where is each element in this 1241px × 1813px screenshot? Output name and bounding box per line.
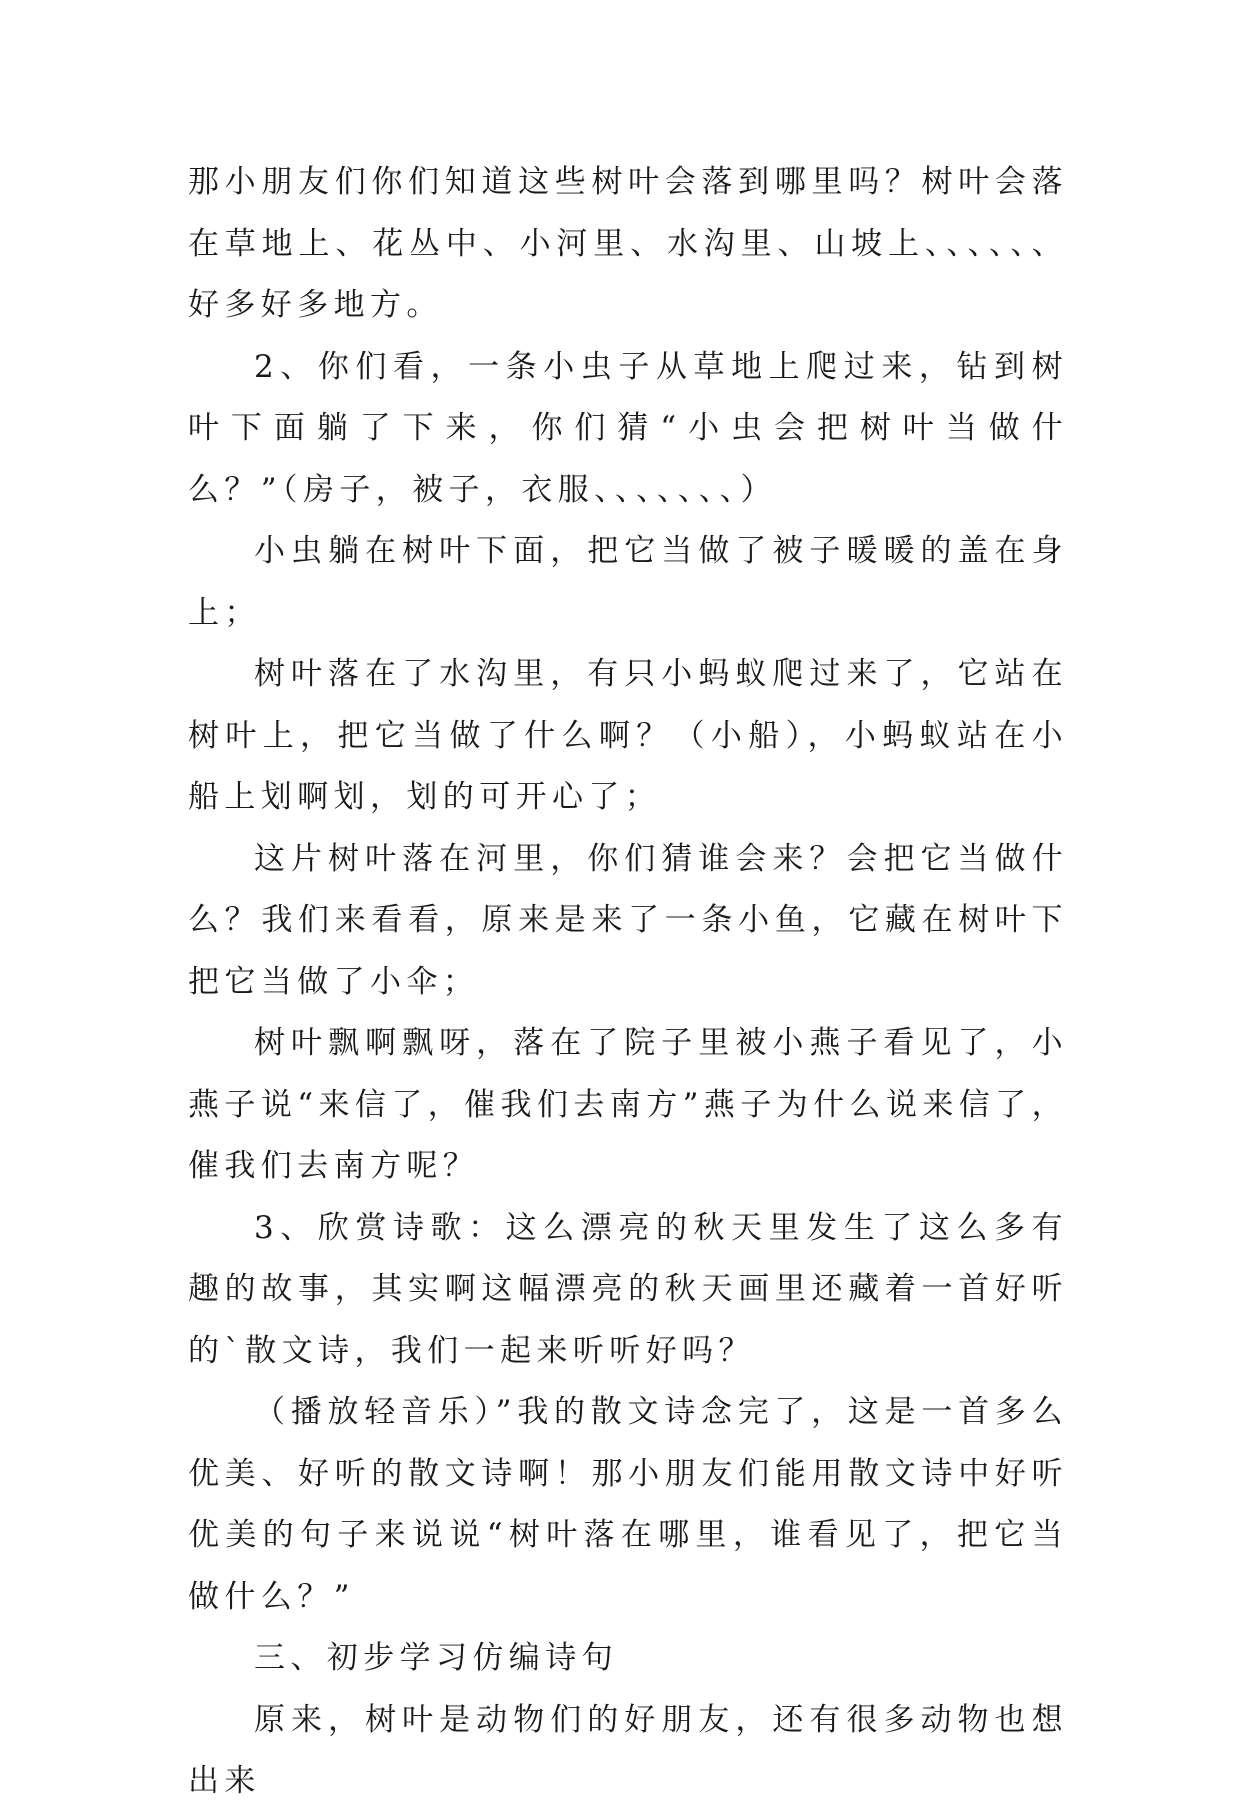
paragraph-10: 原来，树叶是动物们的好朋友，还有很多动物也想出来: [188, 1701, 1068, 1799]
paragraph-5: 这片树叶落在河里，你们猜谁会来？会把它当做什么？我们来看看，原来是来了一条小鱼，它藏在树叶下把它当做了小伞；: [188, 840, 1068, 1000]
paragraph-7: 3、欣赏诗歌：这么漂亮的秋天里发生了这么多有趣的故事，其实啊这幅漂亮的秋天画里还藏着一首好听的`散文诗，我们一起来听听好吗？: [188, 1209, 1068, 1369]
paragraph-8: （播放轻音乐）”我的散文诗念完了，这是一首多么优美、好听的散文诗啊！那小朋友们能用散文诗中好听优美的句子来说说“树叶落在哪里，谁看见了，把它当做什么？”: [188, 1394, 1068, 1615]
body-text: [188, 152, 1068, 1813]
paragraph-6: 树叶飘啊飘呀，落在了院子里被小燕子看见了，小燕子说“来信了，催我们去南方”燕子为什么说来信了，催我们去南方呢？: [188, 1025, 1068, 1184]
section-heading: 三、初步学习仿编诗句: [254, 1640, 618, 1676]
paragraph-4: 树叶落在了水沟里，有只小蚂蚁爬过来了，它站在树叶上，把它当做了什么啊？（小船），小蚂蚁站在小船上划啊划，划的可开心了；: [188, 656, 1068, 815]
paragraph-1: 那小朋友们你们知道这些树叶会落到哪里吗？树叶会落在草地上、花丛中、小河里、水沟里、山坡上、、、、、、好多好多地方。: [188, 164, 1068, 323]
paragraph-2: 2、你们看，一条小虫子从草地上爬过来，钻到树叶下面躺了下来，你们猜“小虫会把树叶当做什么？”（房子，被子，衣服、、、、、、、）: [188, 348, 1068, 508]
paragraph-3: 小虫躺在树叶下面，把它当做了被子暖暖的盖在身上；: [188, 533, 1068, 631]
